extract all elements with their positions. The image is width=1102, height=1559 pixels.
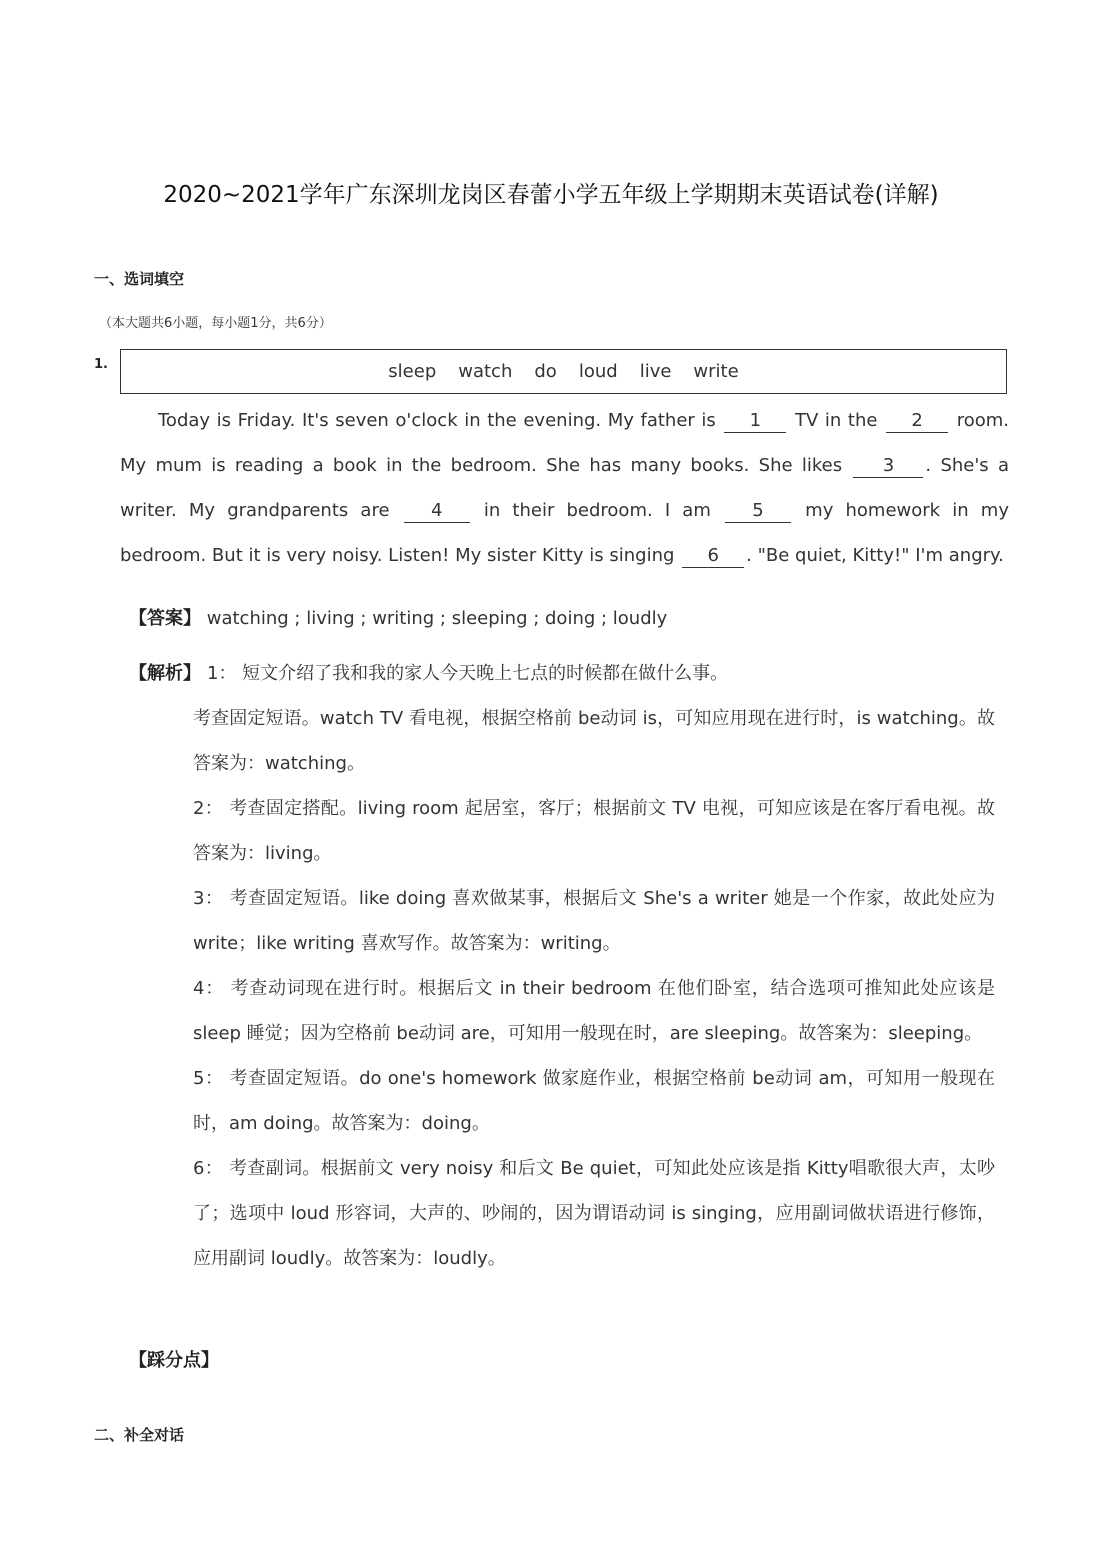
passage-text: room. My mum is reading a book in the bedroom. She has many books. She likes [120, 410, 1009, 476]
answer-tag: 【答案】 [129, 608, 201, 629]
passage-text: Today is Friday. It's seven o'clock in the evening. My father is [158, 410, 716, 431]
analysis-paragraph: 5： 考查固定短语。do one's homework 做家庭作业，根据空格前 be动词 am，可知用一般现在时，am doing。故答案为：doing。 [193, 1068, 995, 1134]
analysis-paragraph: 2： 考查固定搭配。living room 起居室，客厅；根据前文 TV 电视，可知应该是在客厅看电视。故答案为：living。 [193, 798, 995, 864]
word-bank-item: live [639, 361, 672, 382]
word-bank [120, 349, 1007, 394]
blank-5: 5 [725, 500, 791, 523]
scoring-points [129, 1338, 219, 1383]
answer-line [129, 596, 667, 641]
section-note: （本大题共6小题，每小题1分，共6分） [99, 316, 332, 331]
passage-text: in their bedroom. I am [483, 500, 711, 521]
cloze-passage [120, 398, 1009, 578]
blank-1: 1 [724, 410, 786, 433]
answer-text: watching ; living ; writing ; sleeping ; doing ; loudly [206, 608, 668, 629]
blank-4: 4 [404, 500, 470, 523]
analysis-intro: 1： 短文介绍了我和我的家人今天晚上七点的时候都在做什么事。 [207, 663, 729, 684]
passage-text: TV in the [795, 410, 878, 431]
passage-text: . She's a writer. My grandparents are [120, 455, 1010, 521]
blank-2: 2 [886, 410, 948, 433]
analysis-paragraph: 6： 考查副词。根据前文 very noisy 和后文 Be quiet，可知此处应该是指 Kitty唱歌很大声，太吵了；选项中 loud 形容词，大声的、吵闹的，因为谓语动词 is singing，应用副词做状语进行修饰，应用副词 loudly。故答案为：loudly。 [193, 1158, 995, 1269]
section-heading-1: 一、选词填空 [94, 270, 185, 288]
word-bank-item: sleep [388, 361, 437, 382]
document-title: 2020~2021学年广东深圳龙岗区春蕾小学五年级上学期期末英语试卷(详解) [163, 182, 939, 208]
passage-text: my homework in my bedroom. But it is very noisy. Listen! My sister Kitty is singing [120, 500, 1009, 566]
blank-3: 3 [853, 455, 923, 478]
analysis-paragraph: 4： 考查动词现在进行时。根据后文 in their bedroom 在他们卧室，结合选项可推知此处应该是 sleep 睡觉；因为空格前 be动词 are，可知用一般现在时，are sleeping。故答案为：sleeping。 [193, 978, 995, 1044]
section-heading-2: 二、补全对话 [94, 1426, 185, 1444]
word-bank-item: loud [578, 361, 618, 382]
scoring-points-tag: 【踩分点】 [129, 1350, 219, 1371]
analysis-body [193, 696, 995, 1281]
blank-6: 6 [682, 545, 744, 568]
question-number: 1. [94, 357, 108, 372]
analysis-tag: 【解析】 [129, 663, 201, 684]
analysis-paragraph: 考查固定短语。watch TV 看电视，根据空格前 be动词 is，可知应用现在进行时，is watching。故答案为：watching。 [193, 708, 995, 774]
passage-text: . "Be quiet, Kitty!" I'm angry. [746, 545, 1004, 566]
word-bank-item: watch [458, 361, 513, 382]
analysis-paragraph: 3： 考查固定短语。like doing 喜欢做某事，根据后文 She's a writer 她是一个作家，故此处应为 write；like writing 喜欢写作。故答案为：writing。 [193, 888, 995, 954]
word-bank-item: do [534, 361, 557, 382]
word-bank-item: write [693, 361, 739, 382]
